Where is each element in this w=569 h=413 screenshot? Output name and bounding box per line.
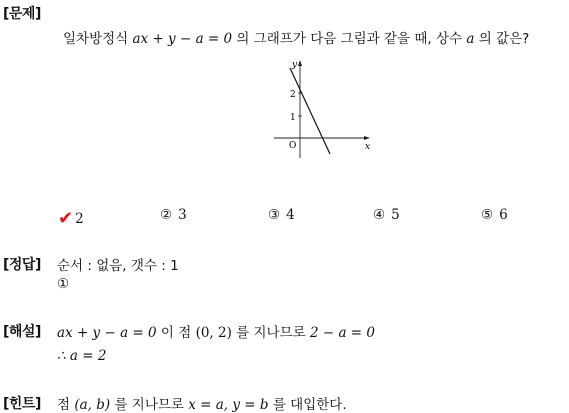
choice-5-marker: ⑤ [481, 207, 494, 223]
explanation-point: (0, 2) [195, 325, 232, 341]
answer-line1: 순서 : 없음, 갯수 : 1 [57, 258, 179, 274]
hint-sub: x = a, y = b [188, 397, 269, 413]
choice-3-marker: ③ [268, 207, 281, 223]
choice-2-marker: ② [160, 207, 173, 223]
explanation-tail: 를 지나므로 [231, 325, 310, 341]
tick-label-2: 2 [290, 90, 296, 100]
answer-line2: ① [57, 276, 70, 292]
choice-3-value: 4 [286, 207, 295, 223]
problem-equation: ax + y − a = 0 [132, 31, 233, 47]
problem-label: [문제] [3, 6, 41, 22]
hint-suffix: 를 대입한다. [268, 397, 347, 413]
choice-1-value: 2 [75, 211, 84, 227]
choice-4-value: 5 [391, 207, 400, 223]
hint-mid: 를 지나므로 [110, 397, 189, 413]
y-axis-label: y [292, 60, 298, 70]
choice-1[interactable] [58, 207, 84, 228]
explanation-result: 2 − a = 0 [309, 325, 375, 341]
explanation-equation: ax + y − a = 0 [57, 325, 157, 341]
x-axis-arrow [364, 136, 370, 140]
problem-text [63, 27, 529, 47]
hint-text [57, 393, 347, 413]
explanation-mid: 이 점 [156, 325, 196, 341]
problem-text-end: 의 값은? [474, 31, 530, 47]
choice-4-marker: ④ [373, 207, 386, 223]
choice-5[interactable] [481, 207, 508, 223]
explanation-label: [해설] [3, 324, 41, 340]
choice-4[interactable] [373, 207, 400, 223]
answer-label: [정답] [3, 257, 41, 273]
origin-label: O [289, 141, 297, 151]
y-axis-arrow [298, 60, 302, 66]
explanation-line2: ∴ a = 2 [57, 348, 107, 364]
tick-label-1: 1 [290, 113, 296, 123]
hint-prefix: 점 [57, 397, 75, 413]
hint-label: [힌트] [3, 396, 41, 412]
graph-figure [268, 58, 378, 160]
explanation-line1 [57, 321, 375, 341]
choice-3[interactable] [268, 207, 295, 223]
choice-2-value: 3 [178, 207, 187, 223]
choice-5-value: 6 [499, 207, 508, 223]
problem-const-var: a [466, 31, 475, 47]
check-mark-icon: ✔ [58, 208, 74, 229]
choice-2[interactable] [160, 207, 187, 223]
problem-text-prefix: 일차방정식 [63, 31, 133, 47]
hint-point: (a, b) [74, 397, 111, 413]
problem-text-suffix: 의 그래프가 다음 그림과 같을 때, 상수 [232, 31, 467, 47]
x-axis-label: x [365, 142, 371, 152]
